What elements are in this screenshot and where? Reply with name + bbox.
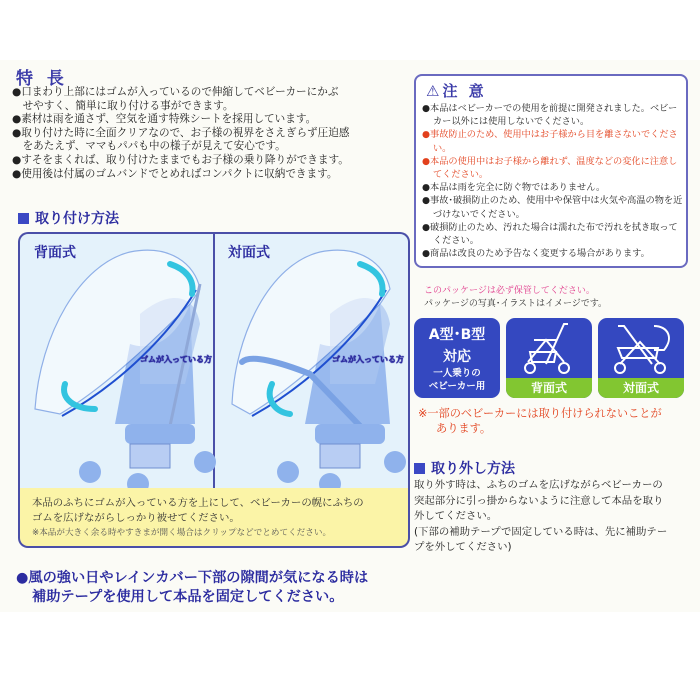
face-to-face-tile: 対面式 <box>598 318 684 398</box>
feature-item: ●素材は雨を通さず、空気を通す特殊シートを採用しています。 <box>12 113 317 126</box>
wind-note: ●風の強い日やレインカバー下部の隙間が気になる時は 補助テープを使用して本品を固定してください。 <box>16 570 369 605</box>
instruction-line: ゴムを広げながらしっかり被せてください。 <box>32 512 240 524</box>
gum-side-label-face: ゴムが入っている方 <box>332 355 404 364</box>
caution-list <box>422 102 684 260</box>
features-list <box>12 86 408 181</box>
square-bullet-icon <box>18 213 29 224</box>
caution-item: ●事故防止のため、使用中はお子様から目を離さないでください。 <box>422 129 678 154</box>
instruction-line: 本品のふちにゴムが入っている方を上にして、ベビーカーの幌にふちの <box>32 497 364 509</box>
package-image-note: パッケージの写真･イラストはイメージです。 <box>424 299 608 309</box>
caution-item: ●破損防止のため、汚れた場合は濡れた布で汚れを拭き取ってください。 <box>422 221 678 247</box>
warning-triangle-icon: ⚠ <box>426 82 443 100</box>
caution-item: ●事故･破損防止のため、使用中や保管中は火気や高温の物を近づけないでください。 <box>422 195 683 220</box>
feature-item: ●すそをまくれば、取り付けたままでもお子様の乗り降りができます。 <box>12 153 349 166</box>
features-title: 特 長 <box>16 69 68 89</box>
stroller-cover-illustration <box>20 234 408 426</box>
attach-illustration-panel <box>18 232 410 426</box>
rear-facing-stroller-icon <box>506 318 592 378</box>
face-to-face-stroller-illustration <box>232 250 390 426</box>
caution-item: ●本品は雨を完全に防ぐ物ではありません。 <box>422 182 606 194</box>
face-to-face-stroller-icon <box>598 318 684 378</box>
feature-item: ●取り付けた時に全面クリアなので、お子様の視界をさえぎらず圧迫感 をあたえず、ママもパパも中の様子が見えて安心です。 <box>12 126 350 153</box>
feature-item: ●使用後は付属のゴムバンドでとめればコンパクトに収納できます。 <box>12 167 338 180</box>
caution-box <box>414 74 688 268</box>
stroller-type-tile: A型･B型 対応 一人乗りの ベビーカー用 <box>414 318 500 398</box>
remove-heading: 取り外し方法 <box>414 458 515 478</box>
remove-instructions: 取り外す時は、ふちのゴムを広げながらベビーカーの 突起部分に引っ掛からないように注意して本品を取り 外してください。 (下部の補助テープで固定している時は、先に補助テー プを外してください) <box>414 479 668 554</box>
caution-item: ●本品の使用中はお子様から離れず、温度などの変化に注意してください。 <box>422 155 678 181</box>
face-to-face-label: 対面式 <box>228 245 270 261</box>
attach-instruction-box <box>18 488 410 548</box>
caution-heading: ⚠注 意 <box>426 82 487 100</box>
attach-heading: 取り付け方法 <box>18 208 119 228</box>
rear-facing-tile: 背面式 <box>506 318 592 398</box>
package-keep-note: このパッケージは必ず保管してください。 <box>424 286 595 296</box>
compat-warning: ※一部のベビーカーには取り付けられないことが あります。 <box>418 407 662 435</box>
attach-illustration-lower <box>18 424 410 488</box>
gum-side-label-rear: ゴムが入っている方 <box>140 355 212 364</box>
rear-facing-stroller-illustration <box>35 250 200 426</box>
caution-item: ●本品はベビーカーでの使用を前提に開発されました。ベビーカー以外には使用しないでください。 <box>422 103 678 128</box>
square-bullet-icon <box>414 463 425 474</box>
caution-item: ●商品は改良のため予告なく変更する場合があります。 <box>422 248 650 260</box>
feature-item: ●口まわり上部にはゴムが入っているので伸縮してベビーカーにかぶ せやすく、簡単に取り付ける事ができます。 <box>12 86 339 112</box>
instruction-note: ※本品が大きく余る時やすきまが開く場合はクリップなどでとめてください。 <box>32 528 332 538</box>
rear-facing-label: 背面式 <box>34 245 76 261</box>
